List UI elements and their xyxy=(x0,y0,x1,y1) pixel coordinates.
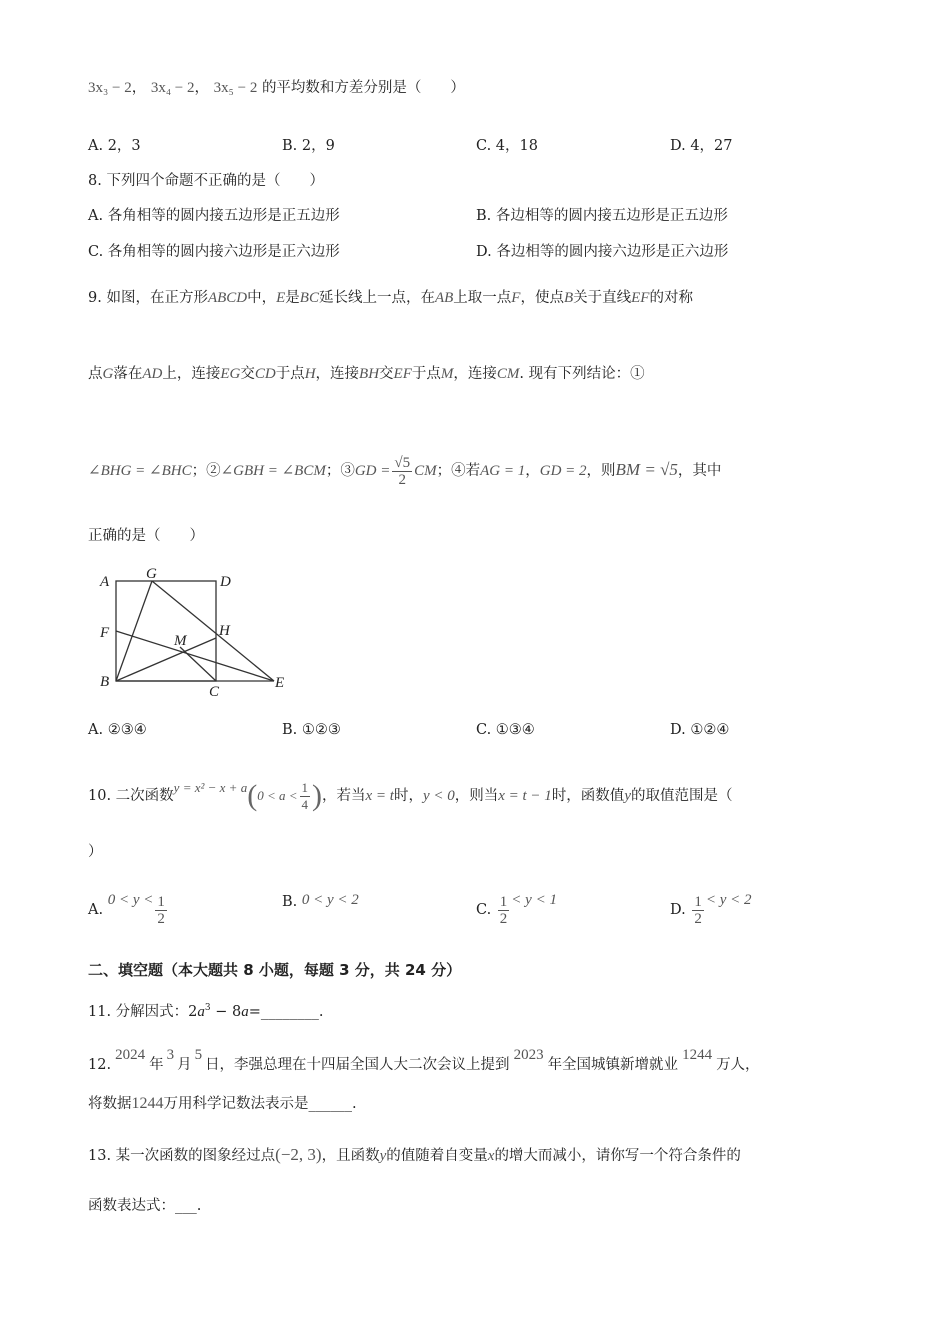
option-label: A. xyxy=(88,902,104,918)
text: 中， xyxy=(247,290,277,306)
q10-option-c xyxy=(476,880,557,930)
option-label: C. xyxy=(476,902,492,918)
section-2-title: 二、填空题（本大题共 8 小题，每题 3 分，共 24 分） xyxy=(88,961,462,979)
sep: ， xyxy=(194,80,210,96)
math: B xyxy=(563,290,574,306)
text: ；② xyxy=(191,463,221,479)
fraction xyxy=(392,455,412,488)
math: y xyxy=(379,1148,387,1164)
q12-line1 xyxy=(88,1040,760,1080)
year-2023: 2023 xyxy=(513,1047,544,1063)
conclusion-3-lhs: GD = xyxy=(354,463,391,479)
math: x = t xyxy=(365,788,394,804)
q7-expr1: 3x₃ − 2 xyxy=(88,80,132,96)
text: ，则当 xyxy=(454,788,499,804)
q10-line2: ） xyxy=(88,844,103,860)
numerator: 1 xyxy=(499,893,508,910)
text: 交 xyxy=(240,366,255,382)
text: 的对称 xyxy=(649,290,693,306)
q10-stem xyxy=(88,770,732,814)
denominator: 2 xyxy=(398,471,406,488)
q9-option-a: A. ②③④ xyxy=(88,722,147,738)
math: H xyxy=(304,366,316,382)
math: x = t − 1 xyxy=(498,788,552,804)
option-label: B. xyxy=(282,894,298,910)
label-b: B xyxy=(100,674,110,690)
math: CM xyxy=(496,366,520,382)
math: EG xyxy=(220,366,241,382)
text: . 现有下列结论：① xyxy=(519,366,645,382)
q9-line2 xyxy=(88,364,645,384)
q7-option-a: A. 2，3 xyxy=(88,138,141,154)
condition: 0 < a < xyxy=(257,788,298,803)
text: 上，连接 xyxy=(162,366,221,382)
math: < y < 2 xyxy=(705,892,752,908)
text: 将数据 xyxy=(88,1096,132,1112)
conclusion-4b: GD = 2 xyxy=(539,463,587,479)
q12-line2 xyxy=(88,1094,357,1114)
q10-option-a xyxy=(88,880,169,930)
math: EF xyxy=(631,290,650,306)
conclusion-1: ∠BHG = ∠BHC xyxy=(88,463,192,479)
text: 落在 xyxy=(113,366,143,382)
math: BC xyxy=(299,290,319,306)
denominator: 4 xyxy=(301,796,308,812)
q8-option-c: C. 各角相等的圆内接六边形是正六边形 xyxy=(88,244,340,260)
q13-line2: 函数表达式：___. xyxy=(88,1198,202,1214)
text: 的值随着自变量 xyxy=(386,1148,488,1164)
label-e: E xyxy=(275,675,285,691)
number: 1244 xyxy=(682,1047,713,1063)
q7-option-c: C. 4，18 xyxy=(476,138,538,154)
math: x xyxy=(487,1148,495,1164)
q9-option-c: C. ①③④ xyxy=(476,722,535,738)
q7-expr2: 3x₄ − 2 xyxy=(150,80,195,96)
math: BH xyxy=(359,366,380,382)
text: =________. xyxy=(248,1004,324,1020)
text: 时， xyxy=(393,788,423,804)
q7-option-b: B. 2，9 xyxy=(282,138,335,154)
number: 1244 xyxy=(131,1095,164,1112)
text: 的取值范围是（ xyxy=(630,788,733,804)
math: G xyxy=(102,366,114,382)
text: 延长线上一点，在 xyxy=(318,290,435,306)
math: 0 < y < xyxy=(107,892,154,908)
conclusion-2: ∠GBH = ∠BCM xyxy=(220,463,326,479)
q7-expr3: 3x₅ − 2 xyxy=(213,80,258,96)
text: 万人， xyxy=(716,1057,760,1073)
math: EF xyxy=(393,366,412,382)
label-g: G xyxy=(146,566,157,582)
text: ，则 xyxy=(586,463,616,479)
day: 5 xyxy=(194,1047,203,1063)
text: 时，函数值 xyxy=(551,788,625,804)
q13-line1 xyxy=(88,1140,741,1171)
conclusion-4a: AG = 1 xyxy=(480,463,526,479)
text: 10. 二次函数 xyxy=(88,788,174,804)
q9-line3 xyxy=(88,452,721,489)
text: 是 xyxy=(285,290,300,306)
text: 11. 分解因式：2 xyxy=(88,1004,198,1020)
line-bg xyxy=(116,581,152,681)
label-f: F xyxy=(100,625,110,641)
math: CD xyxy=(254,366,276,382)
denominator: 2 xyxy=(157,910,165,927)
month: 3 xyxy=(166,1047,175,1063)
text: ，其中 xyxy=(677,463,722,479)
numerator: 1 xyxy=(157,893,165,910)
text: 上取一点 xyxy=(453,290,512,306)
text: 于点 xyxy=(275,366,305,382)
math: AB xyxy=(434,290,454,306)
point: (−2, 3) xyxy=(275,1145,322,1164)
text: 的增大而减小，请你写一个符合条件的 xyxy=(494,1148,741,1164)
q7-text: 的平均数和方差分别是（ ） xyxy=(261,80,465,96)
text: 日，李强总理在十四届全国人大二次会议上提到 xyxy=(205,1057,510,1073)
paren: ) xyxy=(312,779,322,812)
text: 12. xyxy=(88,1057,112,1073)
fraction xyxy=(692,894,704,927)
q9-figure xyxy=(92,562,302,702)
label-h: H xyxy=(219,623,230,639)
text: ， xyxy=(525,463,540,479)
numerator: 1 xyxy=(694,893,702,910)
q8-stem: 8. 下列四个命题不正确的是（ ） xyxy=(88,173,324,189)
text: − 8 xyxy=(210,1004,242,1020)
label-d: D xyxy=(220,574,231,590)
q9-line4: 正确的是（ ） xyxy=(88,528,204,544)
text: 交 xyxy=(379,366,394,382)
superscript: 3 xyxy=(204,1003,211,1013)
text: ，连接 xyxy=(453,366,497,382)
numerator: 1 xyxy=(301,779,308,795)
q8-option-a: A. 各角相等的圆内接五边形是正五边形 xyxy=(88,208,340,224)
text: 月 xyxy=(177,1057,192,1073)
numerator: √5 xyxy=(394,454,411,471)
text: ；④若 xyxy=(436,463,481,479)
fraction xyxy=(300,780,311,813)
q9-line1 xyxy=(88,288,693,308)
math: a xyxy=(197,1004,205,1020)
math: E xyxy=(276,290,286,306)
q7-option-d: D. 4，27 xyxy=(670,138,733,154)
q10-function: y = x² − x + a xyxy=(173,780,248,795)
text: 年全国城镇新增就业 xyxy=(547,1057,679,1073)
text: ，连接 xyxy=(315,366,360,382)
text: ；③ xyxy=(325,463,355,479)
q10-option-b xyxy=(282,880,359,922)
sep: ， xyxy=(131,80,147,96)
math: F xyxy=(511,290,521,306)
label-m: M xyxy=(174,633,187,649)
text: 点 xyxy=(88,366,103,382)
math: < y < 1 xyxy=(511,892,557,908)
math: M xyxy=(440,366,454,382)
math: ABCD xyxy=(207,290,248,306)
text: ，若当 xyxy=(322,788,366,804)
q7-stem-tail xyxy=(88,78,465,98)
q10-option-d xyxy=(670,880,751,930)
line-bh xyxy=(116,638,216,681)
label-c: C xyxy=(209,684,220,700)
denominator: 2 xyxy=(499,910,508,927)
conclusion-4c: BM = √5 xyxy=(615,460,678,479)
text: 关于直线 xyxy=(573,290,632,306)
math: y xyxy=(624,788,631,804)
text: 13. 某一次函数的图象经过点 xyxy=(88,1148,276,1164)
text: ，且函数 xyxy=(321,1148,380,1164)
text: 9. 如图，在正方形 xyxy=(88,290,208,306)
q9-option-b: B. ①②③ xyxy=(282,722,341,738)
fraction xyxy=(155,894,167,927)
text: ，使点 xyxy=(520,290,564,306)
q11 xyxy=(88,998,324,1022)
q8-option-b: B. 各边相等的圆内接五边形是正五边形 xyxy=(476,208,728,224)
paren: ( xyxy=(247,779,258,812)
q8-option-d: D. 各边相等的圆内接六边形是正六边形 xyxy=(476,244,729,260)
label-a: A xyxy=(100,574,110,590)
q9-option-d: D. ①②④ xyxy=(670,722,730,738)
line-mc xyxy=(180,647,216,681)
math: AD xyxy=(142,366,163,382)
fraction xyxy=(498,894,510,927)
text: 万用科学记数法表示是______. xyxy=(163,1096,357,1112)
math: y < 0 xyxy=(422,788,455,804)
option-label: D. xyxy=(670,902,686,918)
text: 于点 xyxy=(411,366,441,382)
line-ge xyxy=(152,581,274,681)
denominator: 2 xyxy=(694,910,702,927)
line-fe xyxy=(116,631,274,681)
year: 2024 xyxy=(115,1047,146,1063)
math: a xyxy=(241,1004,249,1020)
conclusion-3-rhs: CM xyxy=(414,463,437,479)
text: 年 xyxy=(149,1057,164,1073)
math: 0 < y < 2 xyxy=(301,892,359,908)
